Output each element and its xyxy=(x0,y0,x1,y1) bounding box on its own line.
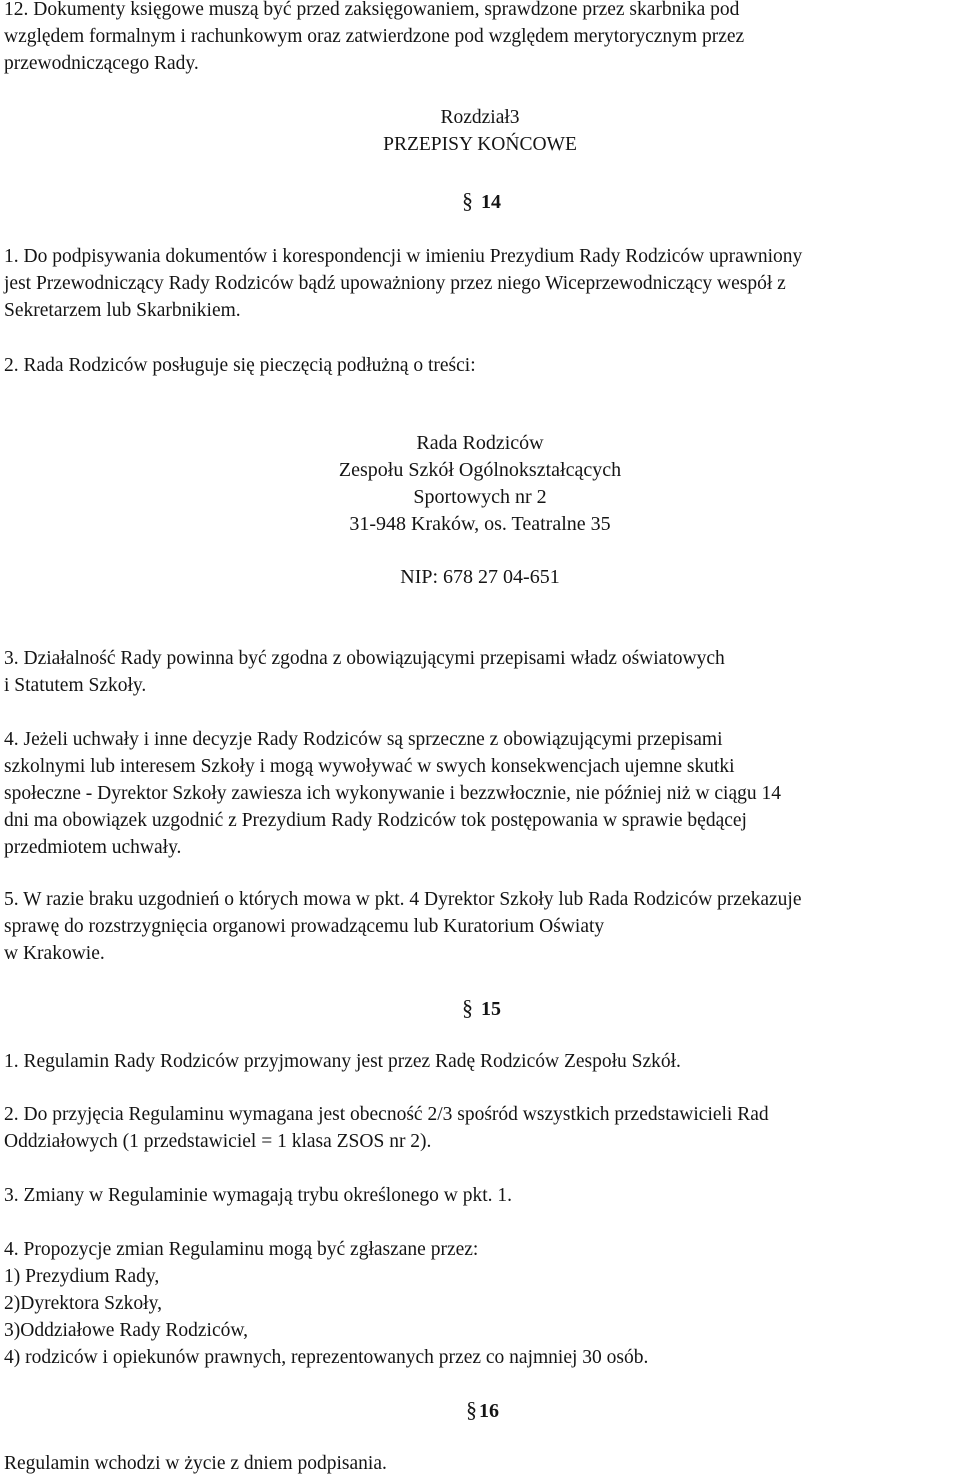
paragraph-14-3 xyxy=(4,645,944,699)
stamp-line: Sportowych nr 2 xyxy=(413,486,547,508)
stamp-line: Zespołu Szkół Ogólnokształcących xyxy=(338,459,622,481)
stamp-text xyxy=(0,430,960,538)
section-14-heading xyxy=(462,187,501,216)
section-symbol: § xyxy=(466,1397,477,1422)
paragraph-14-5 xyxy=(4,886,944,967)
text-line: 3. Zmiany w Regulaminie wymagają trybu określonego w pkt. 1. xyxy=(4,1185,512,1206)
paragraph-14-1 xyxy=(4,243,944,324)
text-line: dni ma obowiązek uzgodnić z Prezydium Rady Rodziców tok postępowania w sprawie będącej xyxy=(4,810,747,831)
section-symbol: § xyxy=(462,188,473,213)
paragraph-14-4 xyxy=(4,726,944,861)
text-line: Oddziałowych (1 przedstawiciel = 1 klasa ZSOS nr 2). xyxy=(4,1131,432,1152)
stamp-nip xyxy=(0,564,960,591)
paragraph-15-2 xyxy=(4,1101,944,1155)
text-line: 2. Rada Rodziców posługuje się pieczęcią podłużną o treści: xyxy=(4,355,476,376)
text-line: 1. Do podpisywania dokumentów i korespondencji w imieniu Prezydium Rady Rodziców uprawniony xyxy=(4,246,803,267)
text-line: 3. Działalność Rady powinna być zgodna z obowiązującymi przepisami władz oświatowych xyxy=(4,648,725,669)
text-line: w Krakowie. xyxy=(4,943,105,964)
stamp-line: Rada Rodziców xyxy=(416,432,544,454)
text-line: szkolnymi lub interesem Szkoły i mogą wywoływać w swych konsekwencjach ujemne skutki xyxy=(4,756,735,777)
text-line: Regulamin wchodzi w życie z dniem podpisania. xyxy=(4,1453,387,1474)
paragraph-14-2 xyxy=(4,352,944,379)
text-line: 4. Propozycje zmian Regulaminu mogą być zgłaszane przez: xyxy=(4,1239,479,1260)
text-line: jest Przewodniczący Rady Rodziców bądź upoważniony przez niego Wiceprzewodniczący wespół z xyxy=(4,273,786,294)
section-number: 15 xyxy=(481,998,501,1020)
text-line: sprawę do rozstrzygnięcia organowi prowadzącemu lub Kuratorium Oświaty xyxy=(4,916,605,937)
section-16-heading xyxy=(466,1396,499,1425)
list-item: 1) Prezydium Rady, xyxy=(4,1266,160,1287)
text-line: 5. W razie braku uzgodnień o których mowa w pkt. 4 Dyrektor Szkoły lub Rada Rodziców przekazuje xyxy=(4,889,802,910)
text-line: Sekretarzem lub Skarbnikiem. xyxy=(4,300,241,321)
text-line: i Statutem Szkoły. xyxy=(4,675,147,696)
section-number: 16 xyxy=(479,1400,499,1422)
section-symbol: § xyxy=(462,995,473,1020)
list-item: 2)Dyrektora Szkoły, xyxy=(4,1293,162,1314)
text-line: przewodniczącego Rady. xyxy=(4,53,199,74)
text-line: przedmiotem uchwały. xyxy=(4,837,182,858)
paragraph-12 xyxy=(4,0,944,77)
paragraph-15-3 xyxy=(4,1182,944,1209)
list-item: 3)Oddziałowe Rady Rodziców, xyxy=(4,1320,249,1341)
paragraph-16-1 xyxy=(4,1450,944,1477)
chapter-heading xyxy=(0,104,960,158)
text-line: 2. Do przyjęcia Regulaminu wymagana jest obecność 2/3 spośród wszystkich przedstawicieli Rad xyxy=(4,1104,769,1125)
section-15-heading xyxy=(462,994,501,1023)
chapter-number: Rozdział3 xyxy=(440,107,520,128)
section-number: 14 xyxy=(481,191,501,213)
stamp-line: 31-948 Kraków, os. Teatralne 35 xyxy=(349,513,611,535)
text-line: społeczne - Dyrektor Szkoły zawiesza ich wykonywanie i bezzwłocznie, nie później niż w ciągu 14 xyxy=(4,783,782,804)
chapter-title: PRZEPISY KOŃCOWE xyxy=(383,134,577,155)
text-line: 1. Regulamin Rady Rodziców przyjmowany jest przez Radę Rodziców Zespołu Szkół. xyxy=(4,1051,681,1072)
nip-line: NIP: 678 27 04-651 xyxy=(400,566,560,588)
text-line: 4. Jeżeli uchwały i inne decyzje Rady Rodziców są sprzeczne z obowiązującymi przepisami xyxy=(4,729,723,750)
text-line: 12. Dokumenty księgowe muszą być przed zaksięgowaniem, sprawdzone przez skarbnika pod xyxy=(4,0,740,20)
text-line: względem formalnym i rachunkowym oraz zatwierdzone pod względem merytorycznym przez xyxy=(4,26,745,47)
list-item: 4) rodziców i opiekunów prawnych, reprezentowanych przez co najmniej 30 osób. xyxy=(4,1347,649,1368)
paragraph-15-1 xyxy=(4,1048,944,1075)
paragraph-15-4 xyxy=(4,1236,944,1371)
